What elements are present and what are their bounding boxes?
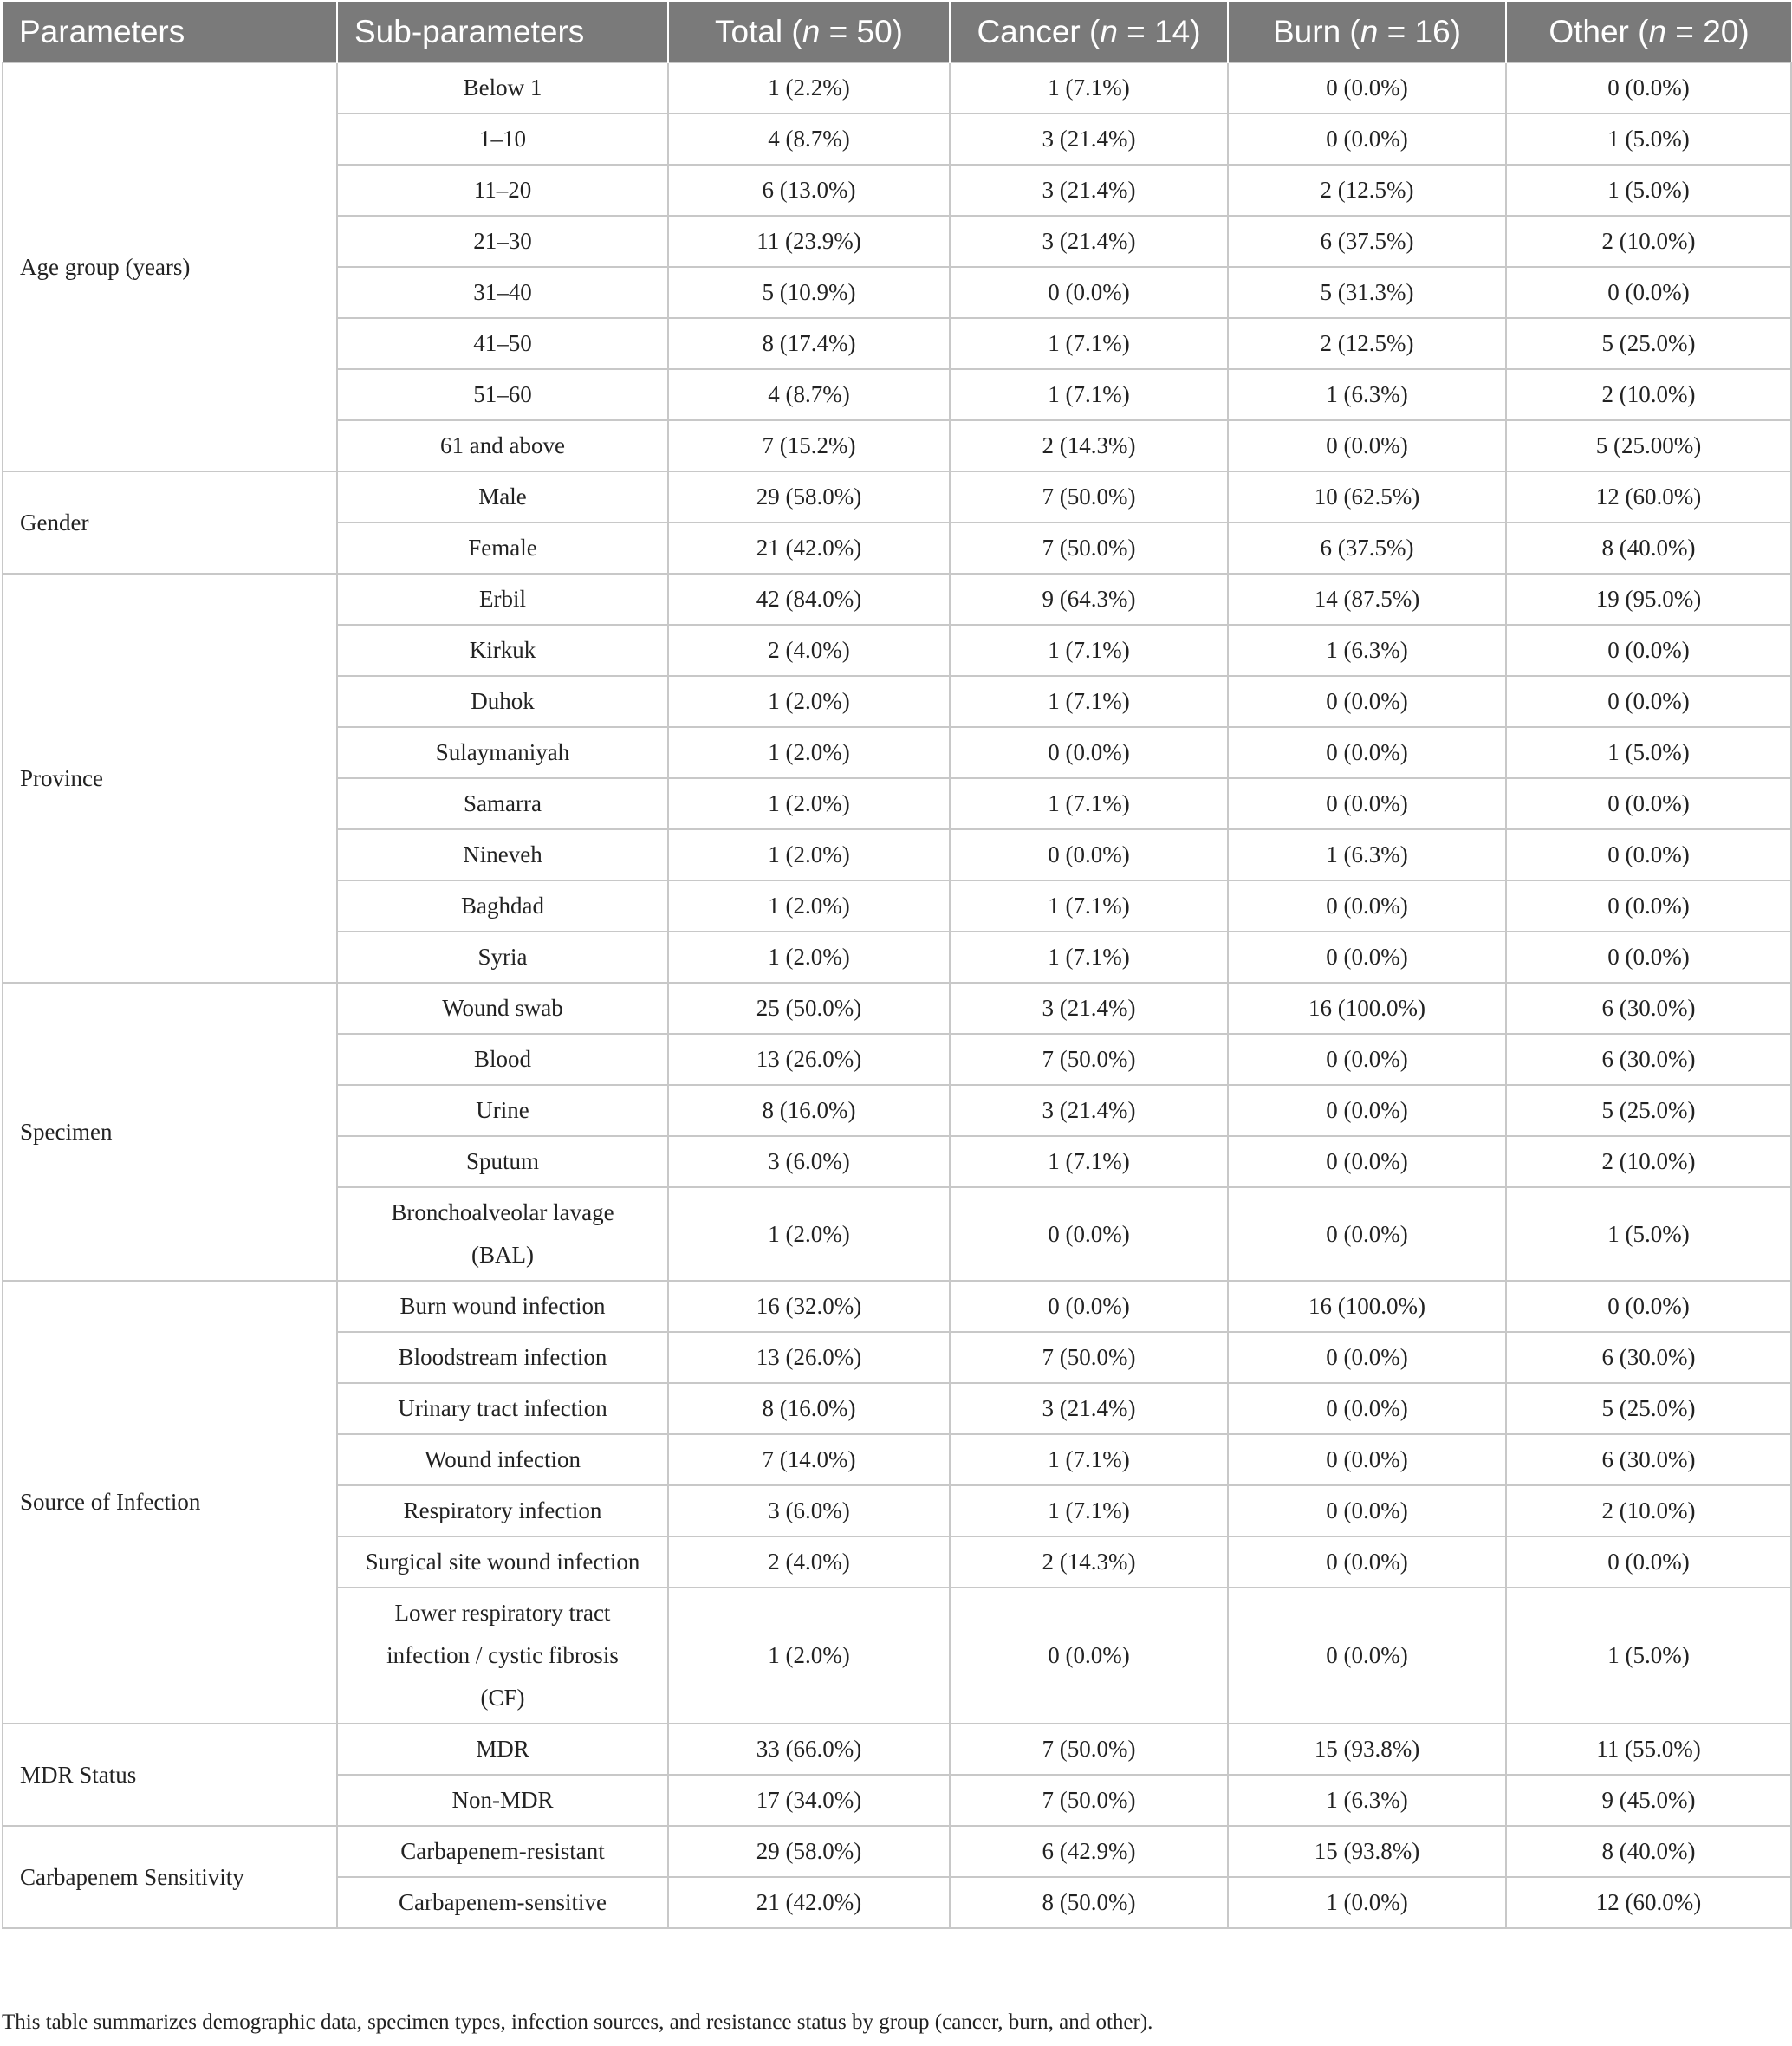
other-cell: 8 (40.0%) <box>1506 523 1791 574</box>
parameter-cell: MDR Status <box>3 1724 337 1826</box>
burn-cell: 0 (0.0%) <box>1228 1383 1506 1434</box>
cancer-cell: 1 (7.1%) <box>950 932 1228 983</box>
other-cell: 1 (5.0%) <box>1506 114 1791 165</box>
burn-cell: 0 (0.0%) <box>1228 676 1506 727</box>
cancer-cell: 3 (21.4%) <box>950 165 1228 216</box>
other-cell: 6 (30.0%) <box>1506 1332 1791 1383</box>
cancer-cell: 7 (50.0%) <box>950 471 1228 523</box>
cancer-cell: 1 (7.1%) <box>950 625 1228 676</box>
sub-parameter-cell: Female <box>337 523 668 574</box>
cancer-cell: 0 (0.0%) <box>950 267 1228 318</box>
sub-parameter-cell: Male <box>337 471 668 523</box>
sub-parameter-cell: 31–40 <box>337 267 668 318</box>
sub-parameter-cell: Burn wound infection <box>337 1281 668 1332</box>
other-cell: 1 (5.0%) <box>1506 1588 1791 1724</box>
sub-parameter-line: infection / cystic fibrosis <box>386 1642 619 1668</box>
sub-parameter-cell <box>337 1588 668 1724</box>
sub-parameter-cell: Duhok <box>337 676 668 727</box>
total-cell: 1 (2.0%) <box>668 880 950 932</box>
sub-parameter-cell: 51–60 <box>337 369 668 420</box>
burn-cell: 6 (37.5%) <box>1228 216 1506 267</box>
sub-parameter-cell: Samarra <box>337 778 668 829</box>
burn-cell: 1 (6.3%) <box>1228 1775 1506 1826</box>
other-cell: 0 (0.0%) <box>1506 932 1791 983</box>
table-row <box>3 983 1791 1034</box>
sub-parameter-cell: Blood <box>337 1034 668 1085</box>
cancer-cell: 0 (0.0%) <box>950 829 1228 880</box>
cancer-cell: 7 (50.0%) <box>950 523 1228 574</box>
other-cell: 0 (0.0%) <box>1506 778 1791 829</box>
sub-parameter-cell: Non-MDR <box>337 1775 668 1826</box>
table-row <box>3 1826 1791 1877</box>
other-cell: 2 (10.0%) <box>1506 1485 1791 1536</box>
table-body <box>3 62 1791 1928</box>
total-cell: 1 (2.0%) <box>668 829 950 880</box>
burn-cell: 0 (0.0%) <box>1228 114 1506 165</box>
cancer-cell: 3 (21.4%) <box>950 1383 1228 1434</box>
burn-cell: 10 (62.5%) <box>1228 471 1506 523</box>
other-cell: 12 (60.0%) <box>1506 471 1791 523</box>
cancer-cell: 1 (7.1%) <box>950 369 1228 420</box>
sub-parameter-cell: Urinary tract infection <box>337 1383 668 1434</box>
burn-cell: 0 (0.0%) <box>1228 1536 1506 1588</box>
burn-cell: 0 (0.0%) <box>1228 420 1506 471</box>
parameter-cell: Gender <box>3 471 337 574</box>
table-row <box>3 1724 1791 1775</box>
cancer-cell: 0 (0.0%) <box>950 1187 1228 1281</box>
total-cell: 11 (23.9%) <box>668 216 950 267</box>
total-cell: 2 (4.0%) <box>668 625 950 676</box>
cancer-cell: 6 (42.9%) <box>950 1826 1228 1877</box>
table-row <box>3 62 1791 114</box>
cancer-cell: 7 (50.0%) <box>950 1775 1228 1826</box>
cancer-cell: 7 (50.0%) <box>950 1724 1228 1775</box>
table-caption: This table summarizes demographic data, specimen types, infection sources, and resistance status by group (cancer, burn, and other). <box>2 2010 1153 2034</box>
burn-cell: 0 (0.0%) <box>1228 727 1506 778</box>
total-cell: 13 (26.0%) <box>668 1034 950 1085</box>
total-cell: 21 (42.0%) <box>668 523 950 574</box>
cancer-cell: 1 (7.1%) <box>950 62 1228 114</box>
burn-cell: 16 (100.0%) <box>1228 983 1506 1034</box>
burn-cell: 14 (87.5%) <box>1228 574 1506 625</box>
total-cell: 25 (50.0%) <box>668 983 950 1034</box>
sub-parameter-cell: Bloodstream infection <box>337 1332 668 1383</box>
sub-parameter-cell: Below 1 <box>337 62 668 114</box>
total-cell: 7 (14.0%) <box>668 1434 950 1485</box>
burn-cell: 0 (0.0%) <box>1228 1136 1506 1187</box>
burn-cell: 0 (0.0%) <box>1228 1434 1506 1485</box>
header-cancer: Cancer (n = 14) <box>950 2 1228 62</box>
total-cell: 4 (8.7%) <box>668 369 950 420</box>
sub-parameter-cell: MDR <box>337 1724 668 1775</box>
total-cell: 3 (6.0%) <box>668 1485 950 1536</box>
other-cell: 1 (5.0%) <box>1506 727 1791 778</box>
burn-cell: 2 (12.5%) <box>1228 165 1506 216</box>
header-burn: Burn (n = 16) <box>1228 2 1506 62</box>
other-cell: 1 (5.0%) <box>1506 165 1791 216</box>
other-cell: 6 (30.0%) <box>1506 983 1791 1034</box>
total-cell: 1 (2.0%) <box>668 1588 950 1724</box>
data-table <box>2 2 1792 1929</box>
total-cell: 1 (2.0%) <box>668 676 950 727</box>
other-cell: 0 (0.0%) <box>1506 829 1791 880</box>
sub-parameter-cell: Erbil <box>337 574 668 625</box>
cancer-cell: 2 (14.3%) <box>950 420 1228 471</box>
total-cell: 1 (2.0%) <box>668 932 950 983</box>
cancer-cell: 1 (7.1%) <box>950 676 1228 727</box>
header-other: Other (n = 20) <box>1506 2 1791 62</box>
cancer-cell: 3 (21.4%) <box>950 1085 1228 1136</box>
table-header-row <box>3 2 1791 62</box>
burn-cell: 0 (0.0%) <box>1228 1485 1506 1536</box>
cancer-cell: 3 (21.4%) <box>950 114 1228 165</box>
total-cell: 1 (2.0%) <box>668 1187 950 1281</box>
total-cell: 4 (8.7%) <box>668 114 950 165</box>
sub-parameter-line: (CF) <box>480 1685 525 1711</box>
parameter-cell: Age group (years) <box>3 62 337 471</box>
cancer-cell: 1 (7.1%) <box>950 778 1228 829</box>
cancer-cell: 1 (7.1%) <box>950 318 1228 369</box>
total-cell: 8 (16.0%) <box>668 1383 950 1434</box>
sub-parameter-cell: Baghdad <box>337 880 668 932</box>
parameter-cell: Province <box>3 574 337 983</box>
header-sub-parameters: Sub-parameters <box>337 2 668 62</box>
other-cell: 2 (10.0%) <box>1506 1136 1791 1187</box>
cancer-cell: 1 (7.1%) <box>950 880 1228 932</box>
cancer-cell: 9 (64.3%) <box>950 574 1228 625</box>
burn-cell: 1 (6.3%) <box>1228 829 1506 880</box>
other-cell: 1 (5.0%) <box>1506 1187 1791 1281</box>
other-cell: 5 (25.0%) <box>1506 1383 1791 1434</box>
total-cell: 16 (32.0%) <box>668 1281 950 1332</box>
sub-parameter-cell: Nineveh <box>337 829 668 880</box>
burn-cell: 2 (12.5%) <box>1228 318 1506 369</box>
burn-cell: 0 (0.0%) <box>1228 932 1506 983</box>
burn-cell: 0 (0.0%) <box>1228 1332 1506 1383</box>
burn-cell: 0 (0.0%) <box>1228 880 1506 932</box>
parameter-cell: Specimen <box>3 983 337 1281</box>
sub-parameter-cell: Surgical site wound infection <box>337 1536 668 1588</box>
other-cell: 19 (95.0%) <box>1506 574 1791 625</box>
total-cell: 8 (17.4%) <box>668 318 950 369</box>
other-cell: 0 (0.0%) <box>1506 676 1791 727</box>
sub-parameter-cell: Syria <box>337 932 668 983</box>
burn-cell: 0 (0.0%) <box>1228 778 1506 829</box>
sub-parameter-line: (BAL) <box>471 1242 534 1268</box>
cancer-cell: 0 (0.0%) <box>950 1281 1228 1332</box>
burn-cell: 0 (0.0%) <box>1228 1085 1506 1136</box>
total-cell: 13 (26.0%) <box>668 1332 950 1383</box>
other-cell: 0 (0.0%) <box>1506 1281 1791 1332</box>
burn-cell: 1 (0.0%) <box>1228 1877 1506 1928</box>
cancer-cell: 3 (21.4%) <box>950 216 1228 267</box>
total-cell: 6 (13.0%) <box>668 165 950 216</box>
cancer-cell: 8 (50.0%) <box>950 1877 1228 1928</box>
burn-cell: 1 (6.3%) <box>1228 625 1506 676</box>
other-cell: 5 (25.00%) <box>1506 420 1791 471</box>
sub-parameter-line: Lower respiratory tract <box>394 1600 611 1626</box>
burn-cell: 0 (0.0%) <box>1228 62 1506 114</box>
burn-cell: 0 (0.0%) <box>1228 1588 1506 1724</box>
table-row <box>3 471 1791 523</box>
sub-parameter-cell: 11–20 <box>337 165 668 216</box>
sub-parameter-cell: 61 and above <box>337 420 668 471</box>
total-cell: 7 (15.2%) <box>668 420 950 471</box>
sub-parameter-cell: Sulaymaniyah <box>337 727 668 778</box>
cancer-cell: 1 (7.1%) <box>950 1136 1228 1187</box>
sub-parameter-cell: Urine <box>337 1085 668 1136</box>
cancer-cell: 1 (7.1%) <box>950 1434 1228 1485</box>
total-cell: 29 (58.0%) <box>668 471 950 523</box>
total-cell: 8 (16.0%) <box>668 1085 950 1136</box>
sub-parameter-cell: 1–10 <box>337 114 668 165</box>
sub-parameter-cell <box>337 1187 668 1281</box>
sub-parameter-cell: Wound swab <box>337 983 668 1034</box>
other-cell: 0 (0.0%) <box>1506 62 1791 114</box>
cancer-cell: 0 (0.0%) <box>950 727 1228 778</box>
table-row <box>3 574 1791 625</box>
total-cell: 29 (58.0%) <box>668 1826 950 1877</box>
other-cell: 8 (40.0%) <box>1506 1826 1791 1877</box>
other-cell: 0 (0.0%) <box>1506 267 1791 318</box>
total-cell: 42 (84.0%) <box>668 574 950 625</box>
other-cell: 11 (55.0%) <box>1506 1724 1791 1775</box>
other-cell: 9 (45.0%) <box>1506 1775 1791 1826</box>
total-cell: 3 (6.0%) <box>668 1136 950 1187</box>
sub-parameter-cell: Sputum <box>337 1136 668 1187</box>
burn-cell: 1 (6.3%) <box>1228 369 1506 420</box>
parameter-cell: Carbapenem Sensitivity <box>3 1826 337 1928</box>
other-cell: 5 (25.0%) <box>1506 318 1791 369</box>
burn-cell: 15 (93.8%) <box>1228 1724 1506 1775</box>
total-cell: 33 (66.0%) <box>668 1724 950 1775</box>
total-cell: 1 (2.2%) <box>668 62 950 114</box>
other-cell: 0 (0.0%) <box>1506 1536 1791 1588</box>
sub-parameter-cell: Kirkuk <box>337 625 668 676</box>
sub-parameter-line: Bronchoalveolar lavage <box>391 1199 614 1225</box>
sub-parameter-cell: Carbapenem-resistant <box>337 1826 668 1877</box>
burn-cell: 0 (0.0%) <box>1228 1187 1506 1281</box>
other-cell: 6 (30.0%) <box>1506 1434 1791 1485</box>
total-cell: 17 (34.0%) <box>668 1775 950 1826</box>
table-row <box>3 1281 1791 1332</box>
header-total: Total (n = 50) <box>668 2 950 62</box>
header-parameters: Parameters <box>3 2 337 62</box>
other-cell: 0 (0.0%) <box>1506 880 1791 932</box>
total-cell: 21 (42.0%) <box>668 1877 950 1928</box>
cancer-cell: 7 (50.0%) <box>950 1332 1228 1383</box>
sub-parameter-cell: 21–30 <box>337 216 668 267</box>
burn-cell: 0 (0.0%) <box>1228 1034 1506 1085</box>
cancer-cell: 7 (50.0%) <box>950 1034 1228 1085</box>
burn-cell: 5 (31.3%) <box>1228 267 1506 318</box>
cancer-cell: 2 (14.3%) <box>950 1536 1228 1588</box>
other-cell: 2 (10.0%) <box>1506 216 1791 267</box>
other-cell: 0 (0.0%) <box>1506 625 1791 676</box>
burn-cell: 16 (100.0%) <box>1228 1281 1506 1332</box>
total-cell: 2 (4.0%) <box>668 1536 950 1588</box>
sub-parameter-cell: Respiratory infection <box>337 1485 668 1536</box>
total-cell: 1 (2.0%) <box>668 778 950 829</box>
cancer-cell: 3 (21.4%) <box>950 983 1228 1034</box>
burn-cell: 15 (93.8%) <box>1228 1826 1506 1877</box>
burn-cell: 6 (37.5%) <box>1228 523 1506 574</box>
sub-parameter-cell: Carbapenem-sensitive <box>337 1877 668 1928</box>
other-cell: 2 (10.0%) <box>1506 369 1791 420</box>
other-cell: 6 (30.0%) <box>1506 1034 1791 1085</box>
cancer-cell: 0 (0.0%) <box>950 1588 1228 1724</box>
parameter-cell: Source of Infection <box>3 1281 337 1724</box>
sub-parameter-cell: Wound infection <box>337 1434 668 1485</box>
other-cell: 12 (60.0%) <box>1506 1877 1791 1928</box>
sub-parameter-cell: 41–50 <box>337 318 668 369</box>
cancer-cell: 1 (7.1%) <box>950 1485 1228 1536</box>
total-cell: 1 (2.0%) <box>668 727 950 778</box>
total-cell: 5 (10.9%) <box>668 267 950 318</box>
other-cell: 5 (25.0%) <box>1506 1085 1791 1136</box>
